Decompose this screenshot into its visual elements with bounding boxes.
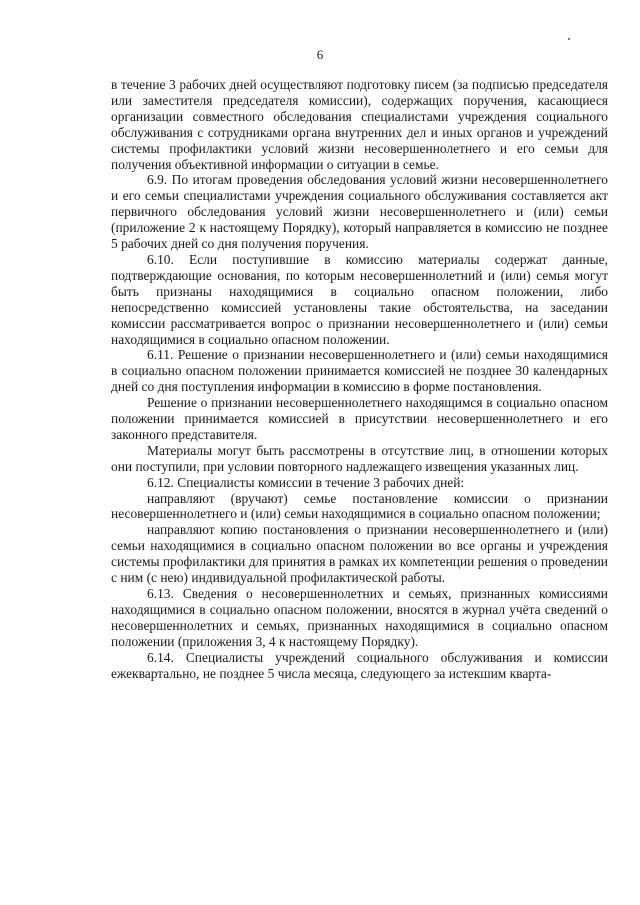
body-text [111, 77, 608, 681]
paragraph-materials: Материалы могут быть рассмотрены в отсутствие лиц, в отношении которых они поступили, при условии повторного надлежащего извещения указанных лиц. [111, 442, 608, 474]
paragraph-6-12: 6.12. Специалисты комиссии в течение 3 рабочих дней: [147, 474, 465, 490]
paragraph-6-12-item-1: направляют (вручают) семье постановление комиссии о признании несовершеннолетнего и (или) семьи находящимися в социально опасном положении; [111, 490, 608, 522]
paragraph-6-11: 6.11. Решение о признании несовершеннолетнего и (или) семьи находящимися в социально опасном положении принимается комиссией не позднее 30 календарных дней со дня поступления информации в комиссию в форме постановления. [111, 347, 608, 395]
paragraph-continuation: в течение 3 рабочих дней осуществляют подготовку писем (за подписью председателя или заместителя председателя комиссии), содержащих поручения, касающиеся организации совместного обследования специалистами учреждения социального обслуживания с сотрудниками органа внутренних дел и иных органов и учреждений системы профилактики условий жизни несовершеннолетнего и его семьи для получения объективной информации о ситуации в семье. [111, 77, 608, 172]
scan-speck [568, 38, 570, 40]
paragraph-6-14: 6.14. Специалисты учреждений социального обслуживания и комиссии ежеквартально, не позднее 5 числа месяца, следующего за истекшим кварта- [111, 649, 608, 681]
paragraph-6-10: 6.10. Если поступившие в комиссию материалы содержат данные, подтверждающие основания, по которым несовершеннолетний и (или) семья могут быть признаны находящимися в социально опасном положении, либо непосредственно комиссией установлены такие обстоятельства, на заседании комиссии рассматривается вопрос о признании несовершеннолетнего и (или) семьи находящимися в социально опасном положении. [111, 251, 608, 347]
paragraph-6-13: 6.13. Сведения о несовершеннолетних и семьях, признанных комиссиями находящимися в социально опасном положении, вносятся в журнал учёта сведений о несовершеннолетних и семьях, признанных находящимися в социально опасном положении (приложения 3, 4 к настоящему Порядку). [111, 586, 608, 649]
paragraph-6-9: 6.9. По итогам проведения обследования условий жизни несовершеннолетнего и его семьи специалистами учреждения социального обслуживания составляется акт первичного обследования условий жизни несовершеннолетнего и (или) семьи (приложение 2 к настоящему Порядку), который направляется в комиссию не позднее 5 рабочих дней со дня получения поручения. [111, 172, 608, 252]
paragraph-decision: Решение о признании несовершеннолетнего находящимся в социально опасном положении принимается комиссией в присутствии несовершеннолетнего и его законного представителя. [111, 395, 608, 442]
paragraph-6-12-item-2: направляют копию постановления о признании несовершеннолетнего и (или) семьи находящимися в социально опасном положении во все органы и учреждения системы профилактики для принятия в рамках их компетенции решения о проведении с ним (с нею) индивидуальной профилактической работы. [111, 522, 608, 586]
page-number: 6 [316, 47, 324, 62]
